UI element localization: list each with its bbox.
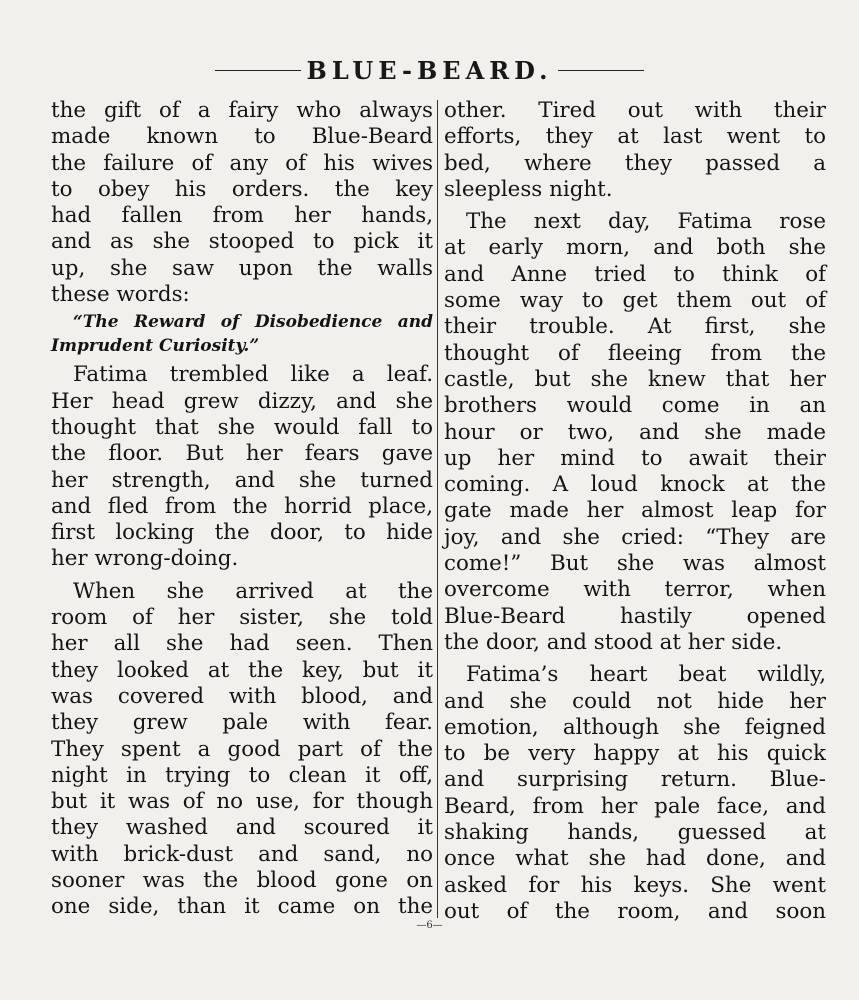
text-line: was covered with blood, and [51, 683, 433, 709]
text-line: once what she had done, and [444, 846, 826, 872]
text-line: thought that she would fall to [51, 414, 433, 440]
text-line: up, she saw upon the walls [51, 255, 433, 281]
text-line: one side, than it came on the [51, 894, 433, 920]
paragraph [51, 362, 433, 572]
text-line: Blue-Beard hastily opened [444, 603, 826, 629]
text-line: her wrong-doing. [51, 546, 239, 572]
text-line: Fatima’s heart beat wildly, [466, 662, 826, 688]
text-line: they looked at the key, but it [51, 657, 433, 683]
text-line: The next day, Fatima rose [466, 209, 826, 235]
text-line: the gift of a fairy who always [51, 98, 433, 123]
text-line: When she arrived at the [73, 578, 433, 604]
text-line: other. Tired out with their [444, 98, 826, 123]
text-line: They spent a good part of the [51, 736, 433, 762]
text-line: coming. A loud knock at the [444, 472, 826, 498]
text-line: but it was of no use, for though [51, 789, 433, 815]
paragraph [444, 662, 826, 925]
text-line: out of the room, and soon [444, 898, 826, 924]
inscription-quote [51, 310, 433, 358]
text-line: they grew pale with fear. [51, 710, 433, 736]
text-line: bed, where they passed a [444, 150, 826, 176]
page-number: —6— [416, 920, 443, 931]
text-line: the door, and stood at her side. [444, 629, 783, 655]
text-line: Fatima trembled like a leaf. [73, 362, 433, 388]
text-line: and Anne tried to think of [444, 261, 826, 287]
page-title: BLUE-BEARD. [306, 55, 553, 85]
quote-line: Imprudent Curiosity.” [51, 336, 260, 357]
paragraph [444, 98, 826, 203]
column-divider [437, 100, 438, 918]
paragraph [51, 579, 433, 921]
header-rule-right [558, 70, 644, 71]
text-line: hour or two, and she made [444, 419, 826, 445]
text-line: and surprising return. Blue- [444, 767, 826, 793]
text-line: they washed and scoured it [51, 815, 433, 841]
paragraph [51, 98, 433, 308]
text-line: had fallen from her hands, [51, 203, 433, 229]
text-line: come!” But she was almost [444, 551, 826, 577]
text-line: to be very happy at his quick [444, 741, 826, 767]
quote-line: “The Reward of Disobedience and [73, 312, 433, 333]
text-line: her all she had seen. Then [51, 631, 433, 657]
text-line: made known to Blue-Beard [51, 124, 433, 150]
text-line: castle, but she knew that her [444, 366, 826, 392]
text-line: the failure of any of his wives [51, 150, 433, 176]
text-line: and as she stooped to pick it [51, 229, 433, 255]
text-line: overcome with terror, when [444, 577, 826, 603]
text-line: these words: [51, 282, 190, 308]
text-line: joy, and she cried: “They are [444, 524, 826, 550]
text-line: Her head grew dizzy, and she [51, 388, 433, 414]
text-line: up her mind to await their [444, 445, 826, 471]
text-line: shaking hands, guessed at [444, 820, 826, 846]
text-line: night in trying to clean it off, [51, 762, 433, 788]
text-line: first locking the door, to hide [51, 520, 433, 546]
text-line: brothers would come in an [444, 393, 826, 419]
paragraph [444, 209, 826, 656]
text-line: sleepless night. [444, 176, 613, 202]
text-line: efforts, they at last went to [444, 124, 826, 150]
text-line: her strength, and she turned [51, 467, 433, 493]
text-line: asked for his keys. She went [444, 872, 826, 898]
text-line: Beard, from her pale face, and [444, 793, 826, 819]
text-line: with brick-dust and sand, no [51, 841, 433, 867]
text-line: gate made her almost leap for [444, 498, 826, 524]
left-column [51, 98, 433, 921]
text-line: at early morn, and both she [444, 235, 826, 261]
text-line: their trouble. At first, she [444, 314, 826, 340]
text-line: the floor. But her fears gave [51, 441, 433, 467]
text-line: some way to get them out of [444, 288, 826, 314]
text-line: and fled from the horrid place, [51, 493, 433, 519]
text-line: room of her sister, she told [51, 605, 433, 631]
text-line: emotion, although she feigned [444, 714, 826, 740]
text-line: and she could not hide her [444, 688, 826, 714]
right-column [444, 98, 826, 925]
running-header [0, 52, 859, 88]
text-line: to obey his orders. the key [51, 176, 433, 202]
header-rule-left [215, 70, 301, 71]
text-line: thought of fleeing from the [444, 340, 826, 366]
text-line: sooner was the blood gone on [51, 868, 433, 894]
